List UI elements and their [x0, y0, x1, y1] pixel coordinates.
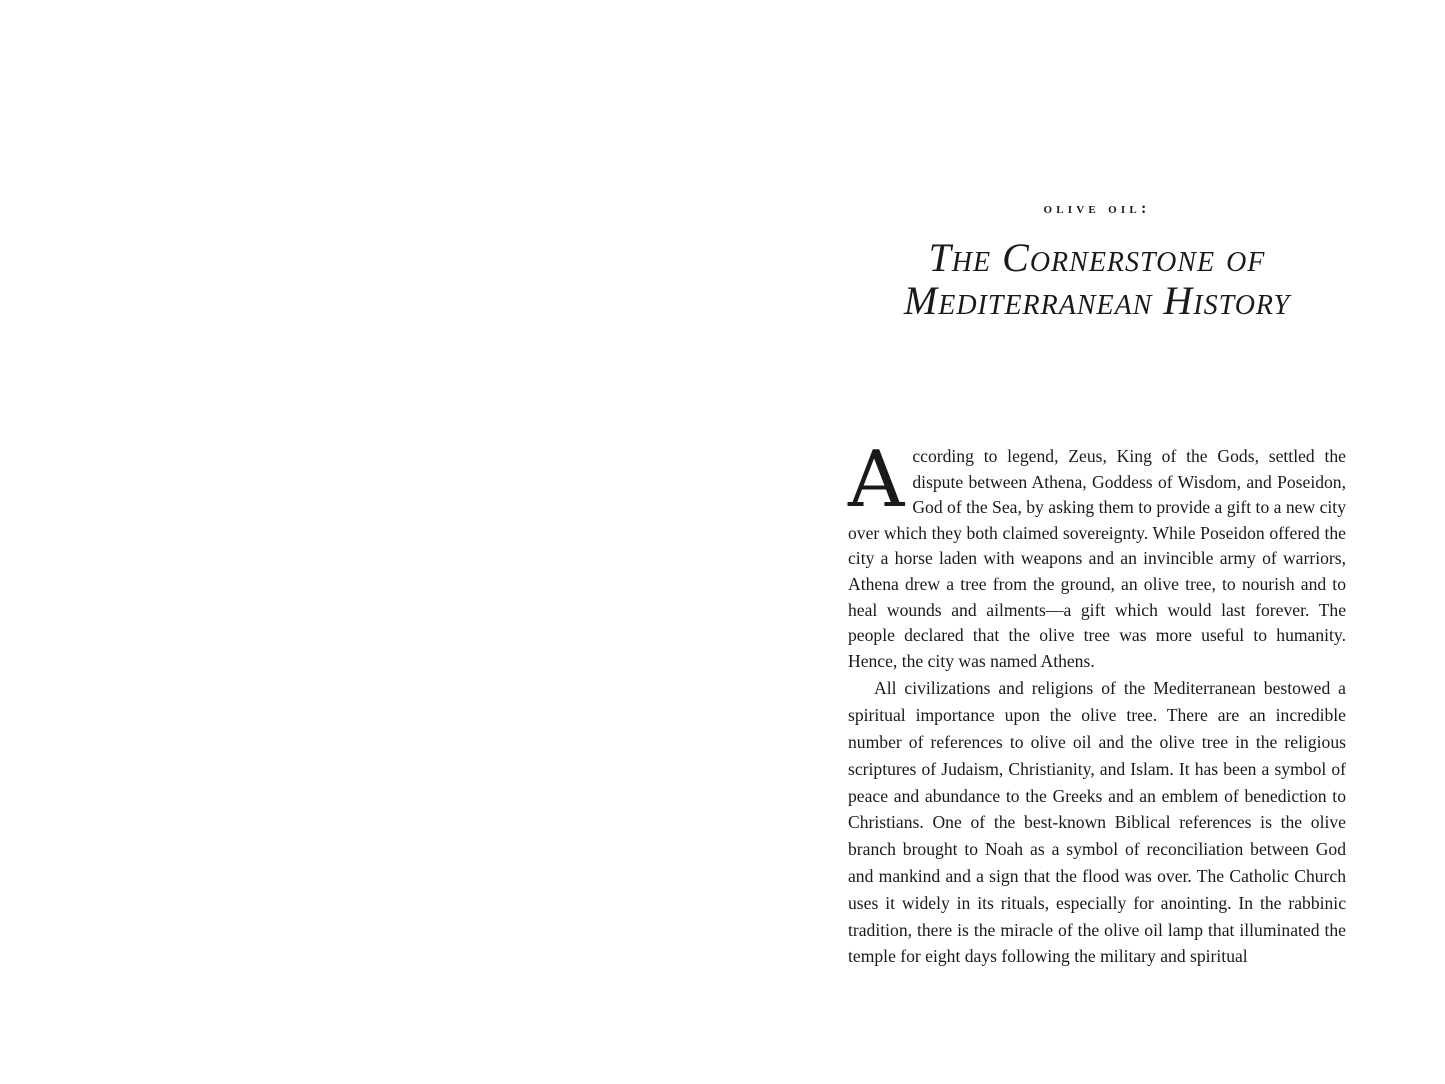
- chapter-kicker: olive oil:: [1043, 200, 1151, 217]
- drop-cap: A: [848, 435, 905, 525]
- chapter-title: [848, 236, 1346, 322]
- paragraph-1-text: ccording to legend, Zeus, King of the Gods, settled the dispute between Athena, Goddess of Wisdom, and Poseidon, God of the Sea, by asking them to provide a gift to a new city over which they both claimed sovereignty. While Poseidon offered the city a horse laden with weapons and an invincible army of warriors, Athena drew a tree from the ground, an olive tree, to nourish and to heal wounds and ailments—a gift which would last forever. The people declared that the olive tree was more useful to humanity. Hence, the city was named Athens.: [848, 446, 1346, 671]
- body-text: [848, 435, 1346, 970]
- paragraph-2: All civilizations and religions of the Mediterranean bestowed a spiritual importance upon the olive tree. There are an incredible number of references to olive oil and the olive tree in the religious scriptures of Judaism, Christianity, and Islam. It has been a symbol of peace and abundance to the Greeks and an emblem of benediction to Christians. One of the best-known Biblical references is the olive branch brought to Noah as a symbol of reconciliation between God and mankind and a sign that the flood was over. The Catholic Church uses it widely in its rituals, especially for anointing. In the rabbinic tradition, there is the miracle of the olive oil lamp that illuminated the temple for eight days following the military and spiritual: [848, 678, 1346, 967]
- chapter-title-line-2: Mediterranean History: [903, 278, 1291, 323]
- paragraph-1: [848, 435, 1346, 674]
- left-page-blank: [0, 0, 722, 1084]
- chapter-title-line-1: The Cornerstone of: [928, 235, 1266, 280]
